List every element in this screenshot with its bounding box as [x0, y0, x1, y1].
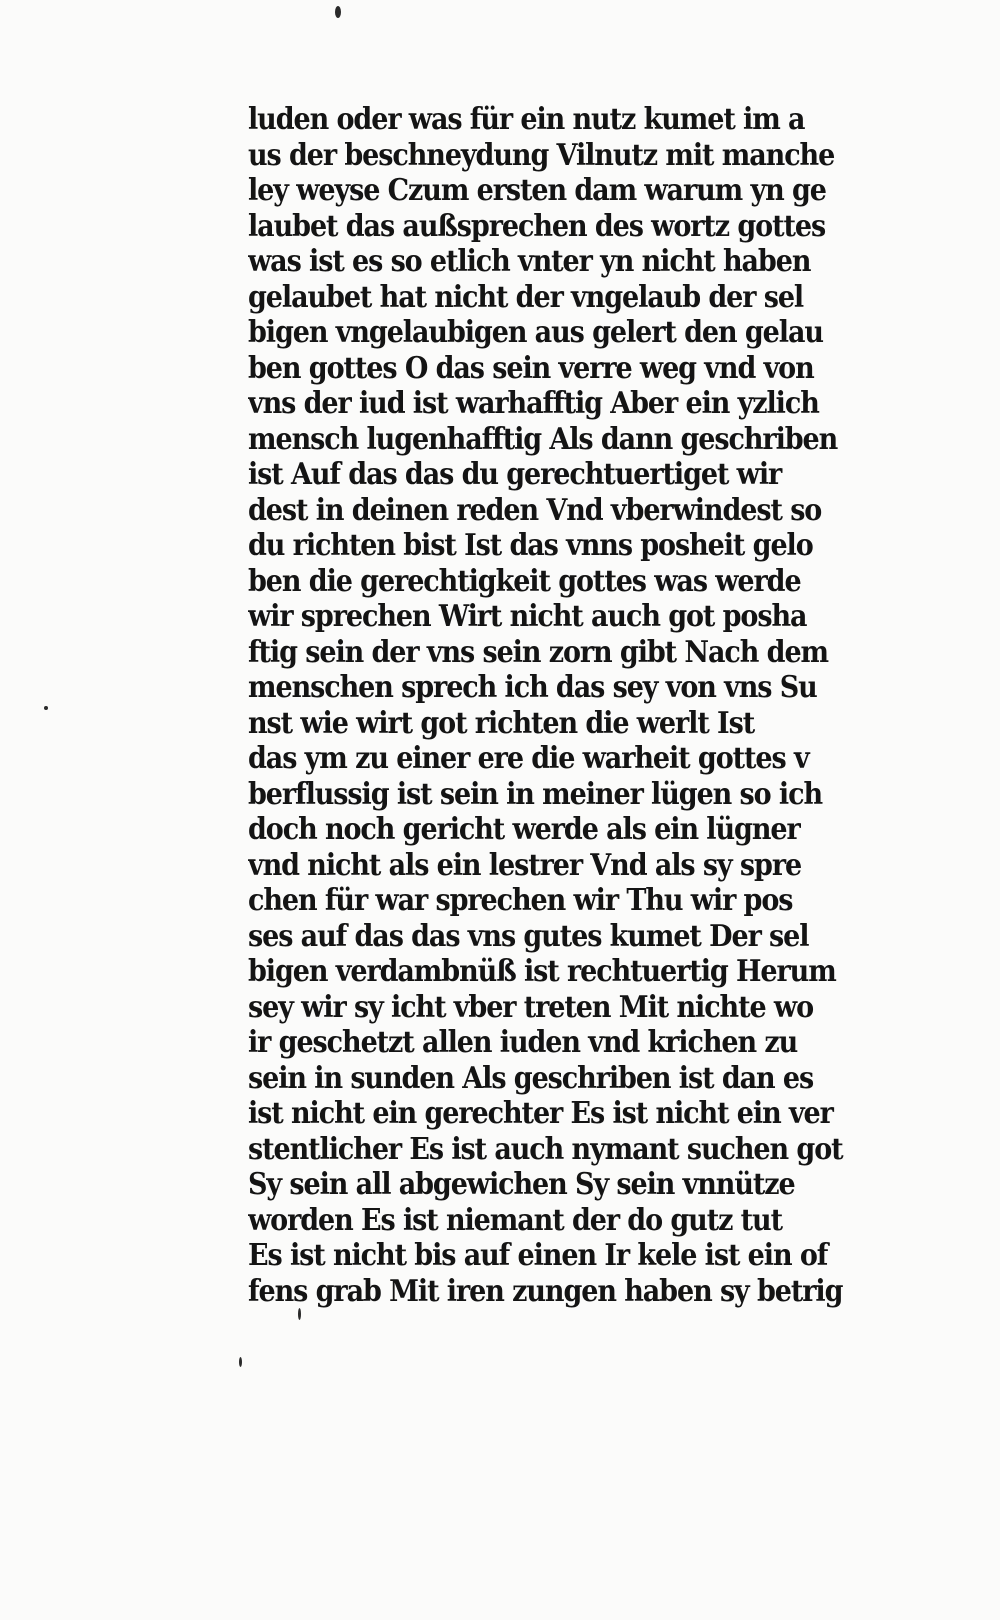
- text-line: was ist es so etlich vnter yn nicht haben: [248, 244, 811, 279]
- text-line: fens grab Mit iren zungen haben sy betrig: [248, 1273, 843, 1309]
- text-line: ben die gerechtigkeit gottes was werde: [248, 563, 801, 599]
- text-line: worden Es ist niemant der do gutz tut: [248, 1202, 783, 1238]
- text-line: ses auf das das vns gutes kumet Der sel: [248, 918, 809, 954]
- text-line: ist nicht ein gerechter Es ist nicht ein ver: [248, 1096, 833, 1131]
- text-line: vnd nicht als ein lestrer Vnd als sy spre: [248, 847, 802, 883]
- text-line: ist Auf das das du gerechtuertiget wir: [248, 457, 782, 492]
- text-line: gelaubet hat nicht der vngelaub der sel: [248, 279, 804, 315]
- text-line: bigen verdambnüß ist rechtuertig Herum: [248, 954, 836, 989]
- text-line: doch noch gericht werde als ein lügner: [248, 812, 800, 847]
- text-line: nst wie wirt got richten die werlt Ist: [248, 705, 755, 741]
- text-line: Es ist nicht bis auf einen Ir kele ist ein of: [248, 1238, 828, 1273]
- text-line: du richten bist Ist das vnns posheit gelo: [248, 528, 813, 563]
- text-line: ir geschetzt allen iuden vnd krichen zu: [248, 1025, 798, 1060]
- text-line: Sy sein all abgewichen Sy sein vnnütze: [248, 1167, 795, 1202]
- text-line: bigen vngelaubigen aus gelert den gelau: [248, 315, 823, 350]
- ink-speck: [44, 706, 48, 710]
- text-line: wir sprechen Wirt nicht auch got posha: [248, 599, 807, 634]
- ink-speck: [335, 6, 341, 18]
- text-line: ben gottes O das sein verre weg vnd von: [248, 350, 814, 386]
- text-line: luden oder was für ein nutz kumet im a: [248, 102, 805, 137]
- text-line: sein in sunden Als geschriben ist dan es: [248, 1060, 814, 1096]
- text-line: menschen sprech ich das sey von vns Su: [248, 670, 817, 705]
- text-line: stentlicher Es ist auch nymant suchen got: [248, 1131, 843, 1167]
- ink-speck: [298, 1308, 301, 1320]
- text-line: dest in deinen reden Vnd vberwindest so: [248, 492, 822, 528]
- text-line: das ym zu einer ere die warheit gottes v: [248, 741, 809, 776]
- ink-speck: [239, 1357, 242, 1367]
- text-line: laubet das außsprechen des wortz gottes: [248, 208, 826, 244]
- text-line: ftig sein der vns sein zorn gibt Nach dem: [248, 634, 829, 670]
- text-line: vns der iud ist warhafftig Aber ein yzlich: [248, 386, 819, 421]
- manuscript-text-block: [248, 102, 970, 1309]
- text-line: sey wir sy icht vber treten Mit nichte wo: [248, 989, 814, 1025]
- text-line: mensch lugenhafftig Als dann geschriben: [248, 421, 838, 457]
- text-line: ley weyse Czum ersten dam warum yn ge: [248, 173, 826, 208]
- text-line: us der beschneydung Vilnutz mit manche: [248, 137, 835, 173]
- text-line: berflussig ist sein in meiner lügen so ich: [248, 776, 823, 812]
- text-line: chen für war sprechen wir Thu wir pos: [248, 883, 793, 918]
